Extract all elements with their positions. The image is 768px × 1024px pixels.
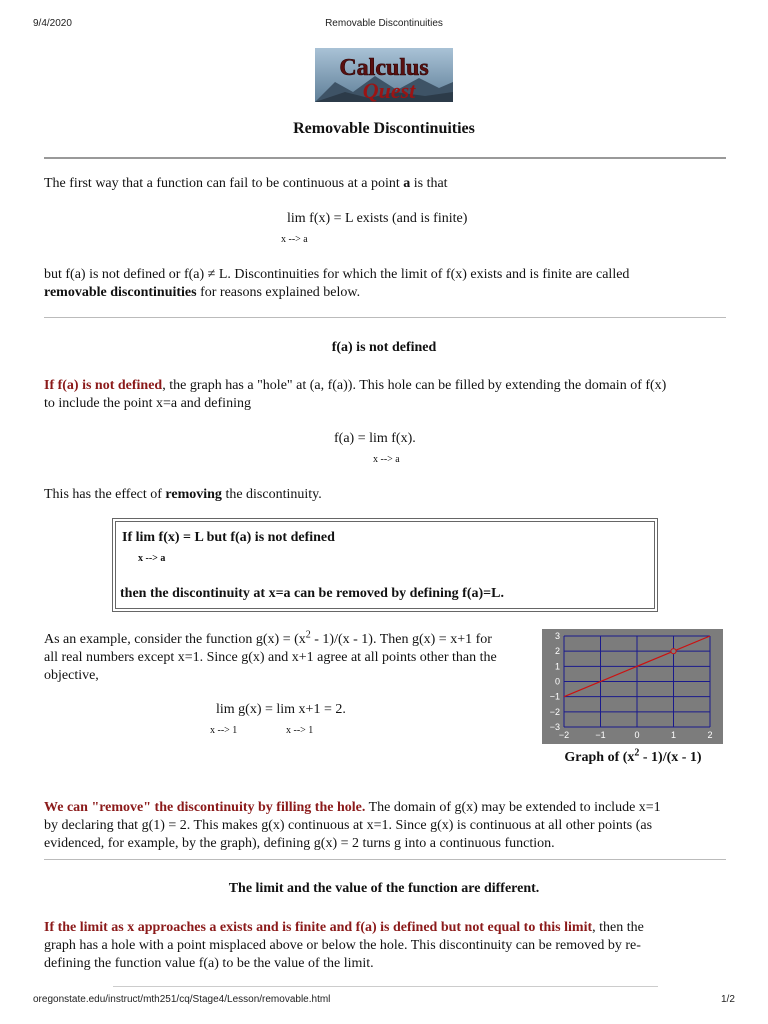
y-tick-label: −3	[549, 722, 560, 732]
intro-line2-a: but f(a) is not defined or f(a)	[44, 267, 208, 282]
fill-hole-rest: The domain of g(x) may be extended to include x=1	[365, 800, 661, 815]
example-line1-a: As an example, consider the function g(x) = (x	[44, 632, 306, 647]
section-divider-2	[44, 859, 726, 860]
caption-superscript: 2	[634, 747, 640, 759]
section2-line2: graph has a hole with a point misplaced above or below the hole. This discontinuity can be removed by re-	[44, 938, 641, 953]
calculusquest-logo	[315, 48, 453, 102]
intro-text-after: is that	[410, 176, 448, 191]
intro-line3-rest: for reasons explained below.	[196, 285, 361, 300]
fill-hole-lead: We can "remove" the discontinuity by filling the hole.	[44, 800, 366, 815]
limit-subscript: x --> a	[281, 234, 308, 245]
section2-line1	[44, 919, 730, 937]
caption-text-end: - 1)/(x - 1)	[639, 750, 702, 765]
fill-hole-line3: evidenced, for example, by the graph), defining g(x) = 2 turns g into a continuous function.	[44, 836, 555, 851]
effect-text: This has the effect of	[44, 487, 166, 502]
removing-term: removing	[165, 487, 222, 502]
intro-text: The first way that a function can fail to be continuous at a point	[44, 176, 404, 191]
section-heading-different: The limit and the value of the function are different.	[228, 881, 540, 896]
x-tick-label: 0	[634, 730, 640, 740]
section1-line2: to include the point x=a and defining	[44, 396, 251, 411]
svg-text:Quest: Quest	[362, 78, 416, 102]
fill-hole-line1	[44, 799, 730, 817]
page-title: Removable Discontinuities	[293, 120, 475, 137]
svg-text:Calculus: Calculus	[339, 55, 429, 81]
removable-discontinuities-term: removable discontinuities	[44, 285, 197, 300]
intro-point: a	[403, 176, 411, 191]
intro-line2	[44, 266, 730, 284]
graph-panel	[542, 629, 723, 744]
intro-line2-b: L. Discontinuities for which the limit of f(x) exists and is finite are called	[215, 267, 630, 282]
example-subscript-1: x --> 1	[210, 725, 238, 736]
example-paragraph	[44, 631, 534, 685]
footer-page-number: 1/2	[721, 994, 735, 1005]
effect-text-end: the discontinuity.	[221, 487, 322, 502]
footer-url[interactable]: oregonstate.edu/instruct/mth251/cq/Stage4/Lesson/removable.html	[33, 994, 331, 1005]
section2-lead: If the limit as x approaches a exists and is finite and f(a) is defined but not equal to this limit	[44, 920, 593, 935]
section1-lead: If f(a) is not defined	[44, 378, 163, 393]
y-tick-label: −1	[549, 691, 560, 702]
x-tick-label: 2	[707, 730, 713, 740]
example-superscript: 2	[305, 629, 311, 641]
definition-subscript: x --> a	[373, 454, 400, 465]
example-line3: objective,	[44, 668, 99, 683]
limit-expression: lim f(x) = L exists (and is finite)	[287, 211, 468, 226]
section1-lead-rest: , the graph has a "hole" at (a, f(a)). This hole can be filled by extending the domain of f(x)	[162, 378, 667, 393]
section-divider	[44, 317, 726, 318]
x-tick-label: −1	[595, 730, 606, 740]
hole-marker	[671, 649, 676, 654]
y-tick-label: 2	[554, 646, 560, 657]
print-date: 9/4/2020	[33, 18, 72, 29]
y-tick-label: 1	[554, 661, 560, 672]
print-title: Removable Discontinuities	[325, 18, 443, 29]
intro-line1	[44, 175, 730, 193]
intro-line3	[44, 284, 730, 302]
rule-box-subscript: x --> a	[138, 553, 166, 564]
x-tick-label: 1	[670, 730, 677, 740]
rule-box-line2: then the discontinuity at x=a can be removed by defining f(a)=L.	[120, 586, 504, 601]
example-limit-expression: lim g(x) = lim x+1 = 2.	[216, 702, 346, 717]
fill-hole-line2: by declaring that g(1) = 2. This makes g(x) continuous at x=1. Since g(x) is continuous at all other points (as	[44, 818, 653, 833]
footer-divider	[113, 986, 658, 987]
section2-line3: defining the function value f(a) to be the value of the limit.	[44, 956, 374, 971]
y-tick-label: 0	[554, 676, 560, 687]
graph-caption	[540, 747, 726, 766]
function-graph	[542, 629, 723, 744]
section1-line1	[44, 377, 730, 395]
example-line2: all real numbers except x=1. Since g(x) and x+1 agree at all points other than the	[44, 650, 497, 665]
example-line1-b: - 1)/(x - 1). Then g(x) = x+1 for	[310, 632, 492, 647]
y-tick-label: −2	[549, 706, 560, 717]
example-subscript-2: x --> 1	[286, 725, 314, 736]
rule-box-line1: If lim f(x) = L but f(a) is not defined	[122, 530, 335, 545]
caption-text: Graph of (x	[564, 750, 635, 765]
definition-expression: f(a) = lim f(x).	[334, 431, 416, 446]
section2-lead-rest: , then the	[592, 920, 644, 935]
not-equal-symbol: ≠	[207, 267, 216, 282]
section-heading-not-defined: f(a) is not defined	[331, 340, 437, 355]
title-divider	[44, 157, 726, 159]
y-tick-label: 3	[554, 631, 560, 641]
x-tick-label: −2	[558, 730, 570, 740]
example-line1	[44, 631, 534, 649]
logo-image	[315, 48, 453, 102]
effect-line	[44, 486, 730, 504]
